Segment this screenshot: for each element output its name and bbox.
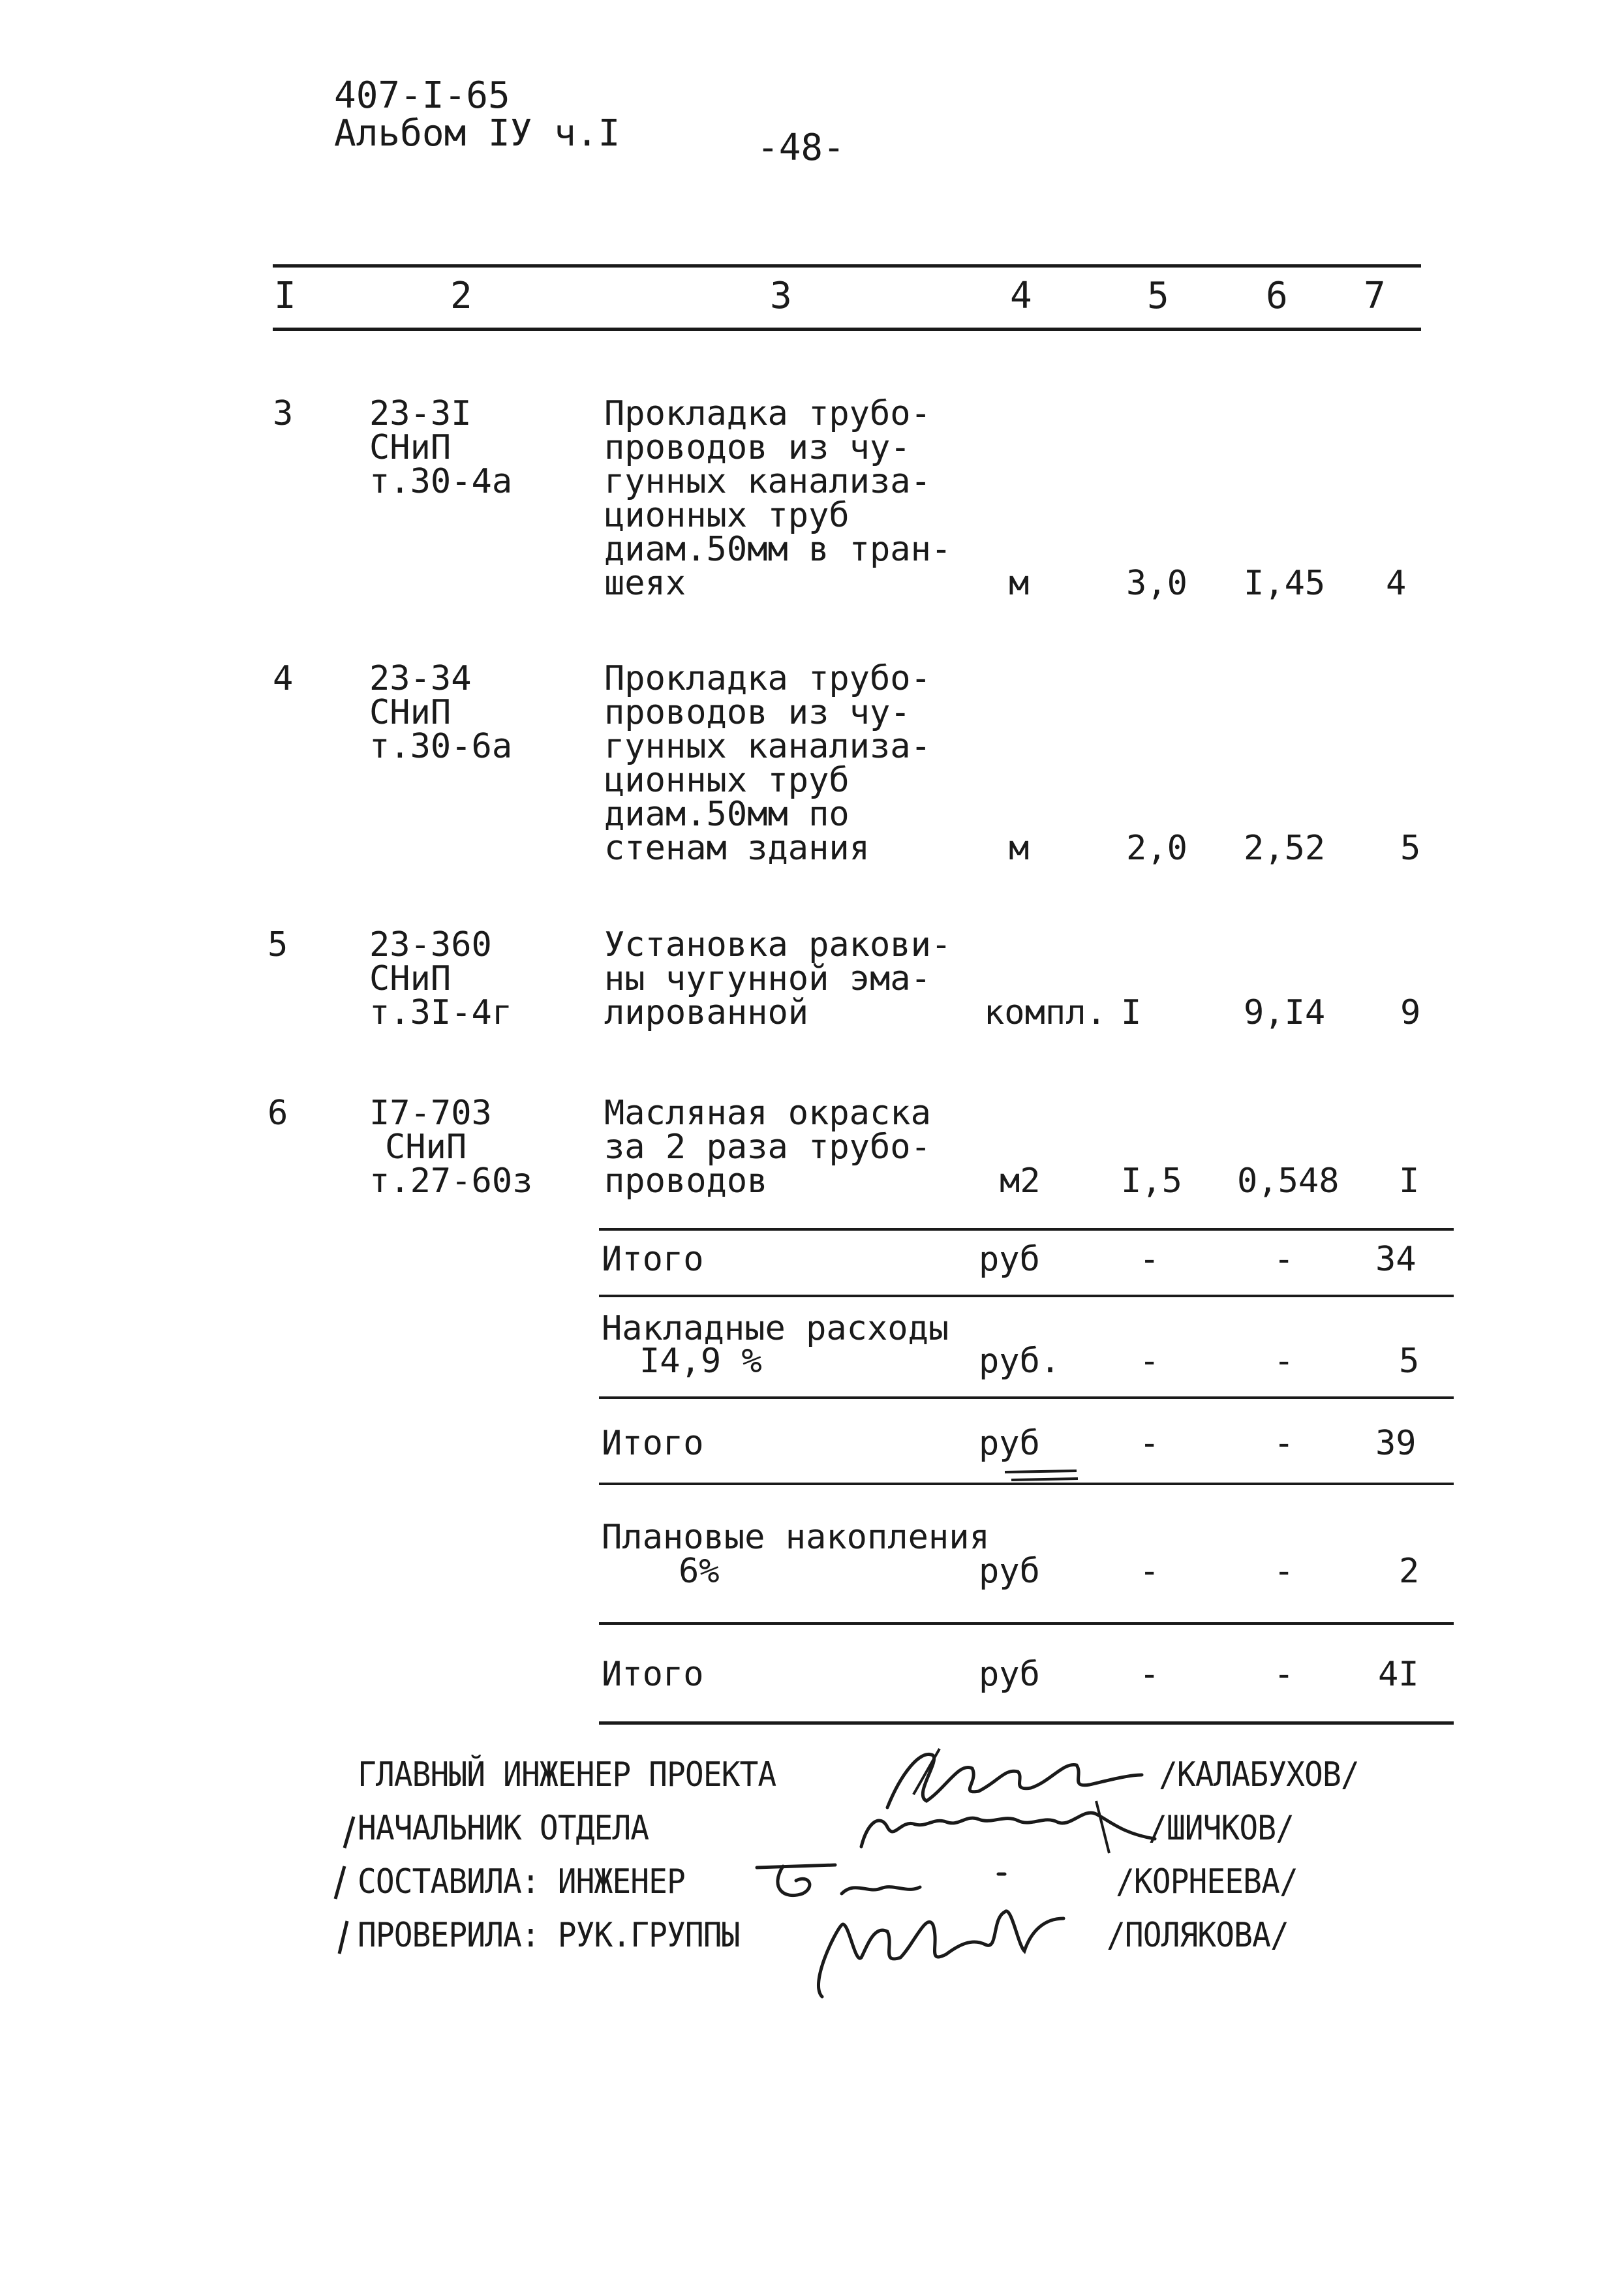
quantity: 2,0 — [1126, 829, 1187, 868]
summary-label: Итого — [602, 1655, 704, 1694]
summary-label: Итого — [602, 1424, 704, 1463]
summary-label: Плановые накопления — [602, 1518, 990, 1557]
work-description-line: ны чугунной эма- — [604, 959, 931, 998]
summary-qty: - — [1139, 1552, 1160, 1591]
work-description-line: проводов из чу- — [604, 693, 911, 732]
page-number: -48- — [757, 127, 845, 169]
unit: м — [1009, 564, 1030, 603]
summary-unit: руб — [979, 1552, 1040, 1591]
summary-total: 4I — [1378, 1655, 1419, 1694]
norm-table: т.30-4а — [369, 462, 513, 501]
signatory-name: /КОРНЕЕВА/ — [1116, 1862, 1298, 1901]
margin-tick-mark — [329, 1864, 348, 1903]
total-cost: 5 — [1400, 829, 1421, 868]
summary-rule — [599, 1622, 1454, 1625]
summary-label: Итого — [602, 1240, 704, 1279]
quantity: I,5 — [1121, 1162, 1182, 1201]
col-header-2: 2 — [450, 275, 472, 317]
norm-code: I7-703 — [369, 1094, 492, 1133]
work-description-line: ционных труб — [604, 761, 850, 800]
norm-table: т.27-60з — [369, 1162, 533, 1201]
signatory-role: ГЛАВНЫЙ ИНЖЕНЕР ПРОЕКТА — [358, 1755, 776, 1794]
summary-qty: - — [1139, 1424, 1160, 1463]
header-top-rule — [273, 264, 1421, 268]
col-header-4: 4 — [1010, 275, 1032, 317]
summary-price: - — [1274, 1240, 1295, 1279]
summary-price: - — [1274, 1424, 1295, 1463]
norm-code: 23-3I — [369, 394, 472, 433]
unit-price: 0,548 — [1237, 1162, 1340, 1201]
summary-total: 5 — [1399, 1342, 1420, 1381]
summary-qty: - — [1139, 1342, 1160, 1381]
work-description-line: Установка ракови- — [604, 925, 952, 964]
work-description-line: Масляная окраска — [604, 1094, 931, 1133]
summary-total: 39 — [1375, 1424, 1417, 1463]
signature-group-lead — [796, 1892, 1070, 2010]
norm-source: СНиП — [369, 959, 452, 998]
summary-unit: руб — [979, 1655, 1040, 1694]
summary-qty: - — [1139, 1655, 1160, 1694]
norm-code: 23-34 — [369, 659, 472, 698]
signatory-name: /ПОЛЯКОВА/ — [1107, 1916, 1289, 1955]
col-header-3: 3 — [770, 275, 792, 317]
summary-rule — [599, 1228, 1454, 1231]
total-cost: 9 — [1400, 993, 1421, 1032]
margin-tick-mark — [339, 1814, 359, 1853]
row-number: 5 — [268, 925, 288, 964]
work-description-line: проводов из чу- — [604, 428, 911, 467]
signatory-role: СОСТАВИЛА: ИНЖЕНЕР — [358, 1862, 685, 1901]
margin-tick-mark — [331, 1917, 351, 1956]
work-description-line: стенам здания — [604, 829, 870, 868]
work-description-line: ционных труб — [604, 496, 850, 535]
work-description-line: гунных канализа- — [604, 727, 931, 766]
work-description-line: Прокладка трубо- — [604, 394, 931, 433]
norm-table: т.30-6а — [369, 727, 513, 766]
row-number: 6 — [268, 1094, 288, 1133]
summary-price: - — [1274, 1342, 1295, 1381]
table-bottom-rule — [599, 1721, 1454, 1725]
col-header-5: 5 — [1147, 275, 1169, 317]
unit-price: 2,52 — [1244, 829, 1326, 868]
total-cost: 4 — [1386, 564, 1407, 603]
summary-rule — [599, 1483, 1454, 1485]
unit: м2 — [1000, 1162, 1041, 1201]
col-header-6: 6 — [1266, 275, 1288, 317]
quantity: I — [1121, 993, 1142, 1032]
norm-table: т.3I-4г — [369, 993, 513, 1032]
signatory-role: ПРОВЕРИЛА: РУК.ГРУППЫ — [358, 1916, 740, 1955]
quantity: 3,0 — [1126, 564, 1187, 603]
album-label: Альбом IУ ч.I — [334, 112, 620, 155]
summary-total: 2 — [1399, 1552, 1420, 1591]
document-code: 407-I-65 — [334, 74, 510, 117]
summary-label-rate: 6% — [679, 1552, 720, 1591]
header-bottom-rule — [273, 328, 1421, 331]
work-description-line: Прокладка трубо- — [604, 659, 931, 698]
summary-rule — [599, 1396, 1454, 1399]
unit: м — [1009, 829, 1030, 868]
summary-unit: руб — [979, 1424, 1040, 1463]
norm-code: 23-360 — [369, 925, 492, 964]
work-description-line: диам.50мм по — [604, 795, 850, 834]
unit-price: I,45 — [1244, 564, 1326, 603]
work-description-line: диам.50мм в тран- — [604, 530, 952, 569]
unit-price: 9,I4 — [1244, 993, 1326, 1032]
norm-source: СНиП — [369, 428, 452, 467]
work-description-line: лированной — [604, 993, 809, 1032]
work-description-line: проводов — [604, 1162, 768, 1201]
col-header-1: I — [274, 275, 296, 317]
summary-price: - — [1274, 1552, 1295, 1591]
signatory-role: НАЧАЛЬНИК ОТДЕЛА — [358, 1809, 649, 1848]
summary-total: 34 — [1375, 1240, 1417, 1279]
summary-rule — [599, 1295, 1454, 1297]
summary-price: - — [1274, 1655, 1295, 1694]
row-number: 3 — [273, 394, 294, 433]
norm-source: СНиП — [369, 693, 452, 732]
work-description-line: шеях — [604, 564, 686, 603]
work-description-line: гунных канализа- — [604, 462, 931, 501]
row-number: 4 — [273, 659, 294, 698]
total-cost: I — [1399, 1162, 1420, 1201]
summary-qty: - — [1139, 1240, 1160, 1279]
signatory-name: /КАЛАБУХОВ/ — [1159, 1755, 1359, 1794]
work-description-line: за 2 раза трубо- — [604, 1128, 931, 1167]
summary-label-rate: I4,9 % — [639, 1342, 762, 1381]
summary-label: Накладные расходы — [602, 1309, 949, 1348]
unit: компл. — [984, 993, 1107, 1032]
summary-unit: руб. — [979, 1342, 1061, 1381]
norm-source: СНиП — [385, 1128, 467, 1167]
summary-unit: руб — [979, 1240, 1040, 1279]
signatory-name: /ШИЧКОВ/ — [1148, 1809, 1295, 1848]
col-header-7: 7 — [1364, 275, 1386, 317]
